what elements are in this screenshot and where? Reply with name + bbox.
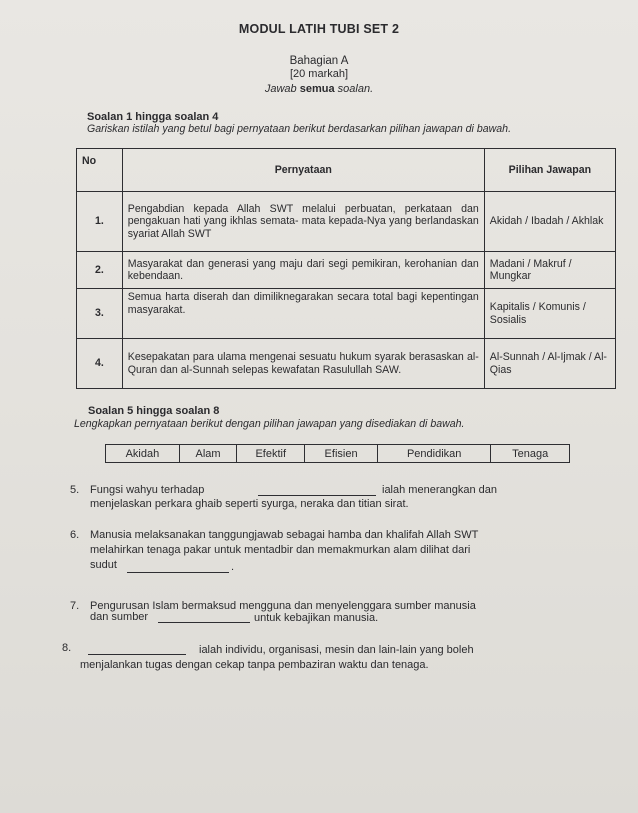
q8-answer-blank[interactable] — [88, 654, 186, 655]
table-row — [77, 192, 616, 252]
table-header-row — [77, 149, 616, 192]
q5-text-line2: menjelaskan perkara ghaib seperti syurga, neraka dan titian sirat. — [90, 498, 409, 510]
table-row — [77, 339, 616, 389]
q5-text-b: ialah menerangkan dan — [382, 484, 497, 496]
q6-answer-blank[interactable] — [127, 572, 229, 573]
header-options: Pilihan Jawapan — [484, 149, 615, 192]
option-alam: Alam — [179, 445, 236, 463]
q7-text-line2a: dan sumber — [90, 611, 149, 623]
options-row — [106, 445, 570, 463]
option-efektif: Efektif — [237, 445, 305, 463]
row-statement: Semua harta diserah dan dimiliknegarakan secara total bagi kepentingan masyarakat. — [122, 289, 484, 339]
header-statement: Pernyataan — [122, 149, 484, 192]
q5-answer-blank[interactable] — [258, 495, 376, 496]
q8-text-line2: menjalankan tugas dengan cekap tanpa pembaziran waktu dan tenaga. — [80, 659, 429, 671]
instruction-suffix: soalan. — [334, 83, 374, 95]
row-number: 2. — [77, 252, 123, 289]
row-options[interactable]: Kapitalis / Komunis / Sosialis — [484, 289, 615, 339]
q5-text-a: Fungsi wahyu terhadap — [90, 484, 205, 496]
question-table — [76, 148, 616, 389]
q7-answer-blank[interactable] — [158, 622, 250, 623]
option-tenaga: Tenaga — [491, 445, 570, 463]
row-statement: Masyarakat dan generasi yang maju dari segi pemikiran, kerohanian dan kebendaan. — [122, 252, 484, 289]
row-number: 4. — [77, 339, 123, 389]
instruction-prefix: Jawab — [264, 83, 300, 95]
q7-text-line2b: untuk kebajikan manusia. — [254, 612, 379, 624]
row-statement: Kesepakatan para ulama mengenai sesuatu hukum syarak berasaskan al-Quran dan al-Sunnah selepas kewafatan Rasulullah SAW. — [122, 339, 484, 389]
table-row — [77, 289, 616, 339]
option-efisien: Efisien — [305, 445, 378, 463]
option-akidah: Akidah — [106, 445, 180, 463]
q6-text-line1: Manusia melaksanakan tanggungjawab sebagai hamba dan khalifah Allah SWT — [90, 529, 479, 541]
part1-instruction: Gariskan istilah yang betul bagi pernyataan berikut berdasarkan pilihan jawapan di bawah. — [87, 123, 512, 135]
part1-heading: Soalan 1 hingga soalan 4 — [87, 111, 219, 123]
q7-text-line1: Pengurusan Islam bermaksud mengguna dan menyelenggara sumber manusia — [90, 600, 476, 612]
row-statement: Pengabdian kepada Allah SWT melalui perbuatan, perkataan dan pengakuan hati yang ikhlas semata- mata kepada-Nya yang berlandaskan syariat Allah SWT — [122, 192, 484, 252]
q6-text-line3: sudut — [90, 559, 117, 571]
answer-instruction — [0, 83, 638, 95]
q8-number: 8. — [62, 642, 72, 654]
part2-heading: Soalan 5 hingga soalan 8 — [88, 405, 220, 417]
q7-number: 7. — [70, 600, 80, 612]
module-title: MODUL LATIH TUBI SET 2 — [238, 22, 400, 36]
table-row — [77, 252, 616, 289]
q8-text-line1: ialah individu, organisasi, mesin dan lain-lain yang boleh — [199, 644, 474, 656]
q6-number: 6. — [70, 529, 80, 541]
options-box — [105, 444, 570, 463]
row-options[interactable]: Akidah / Ibadah / Akhlak — [484, 192, 615, 252]
row-number: 1. — [77, 192, 123, 252]
header-no: No — [77, 149, 123, 192]
instruction-emphasis: semua — [299, 83, 335, 95]
q5-number: 5. — [70, 484, 80, 496]
section-label: Bahagian A — [289, 55, 349, 67]
marks-label: [20 markah] — [289, 68, 349, 80]
row-options[interactable]: Madani / Makruf / Mungkar — [484, 252, 615, 289]
q6-period: . — [231, 561, 235, 573]
option-pendidikan: Pendidikan — [377, 445, 491, 463]
q6-text-line2: melahirkan tenaga pakar untuk mentadbir dan memakmurkan alam dilihat dari — [90, 544, 471, 556]
row-number: 3. — [77, 289, 123, 339]
row-options[interactable]: Al-Sunnah / Al-Ijmak / Al-Qias — [484, 339, 615, 389]
part2-instruction: Lengkapkan pernyataan berikut dengan pilihan jawapan yang disediakan di bawah. — [74, 418, 465, 430]
